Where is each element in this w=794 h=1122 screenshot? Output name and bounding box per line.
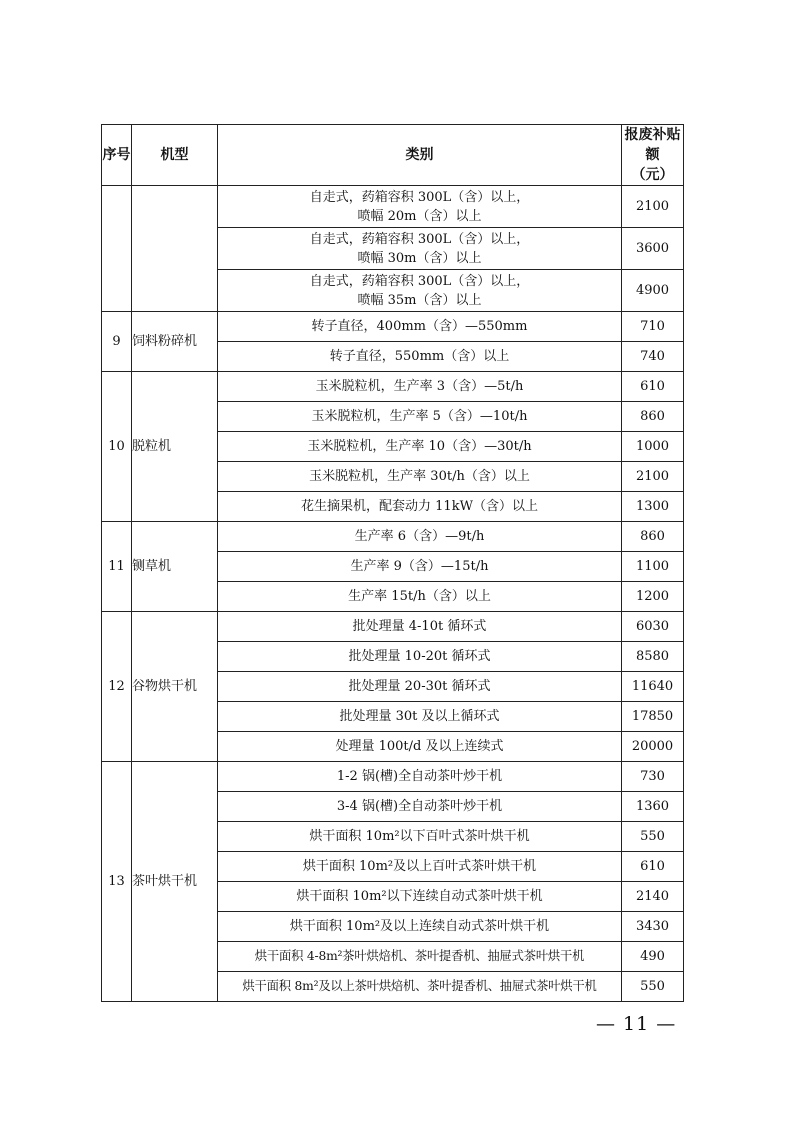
category-cell: 玉米脱粒机，生产率 30t/h（含）以上	[218, 462, 622, 492]
category-cell: 烘干面积 8m²及以上茶叶烘焙机、茶叶提香机、抽屉式茶叶烘干机	[218, 972, 622, 1002]
header-seq: 序号	[102, 125, 132, 186]
category-cell: 3-4 锅(槽)全自动茶叶炒干机	[218, 792, 622, 822]
amount-cell: 6030	[622, 612, 684, 642]
table-row	[102, 312, 684, 342]
amount-cell: 3600	[622, 228, 684, 270]
category-cell: 生产率 9（含）—15t/h	[218, 552, 622, 582]
seq-cell: 11	[102, 522, 132, 612]
category-cell: 批处理量 20-30t 循环式	[218, 672, 622, 702]
category-cell: 处理量 100t/d 及以上连续式	[218, 732, 622, 762]
category-cell: 烘干面积 10m²及以上百叶式茶叶烘干机	[218, 852, 622, 882]
amount-cell: 1300	[622, 492, 684, 522]
category-cell	[218, 186, 622, 228]
seq-cell-continued	[102, 186, 132, 312]
category-cell: 批处理量 4-10t 循环式	[218, 612, 622, 642]
category-cell: 烘干面积 10m²以下连续自动式茶叶烘干机	[218, 882, 622, 912]
amount-cell: 550	[622, 822, 684, 852]
amount-cell: 610	[622, 372, 684, 402]
page-number: — 11 —	[596, 1013, 677, 1035]
category-cell: 烘干面积 10m²及以上连续自动式茶叶烘干机	[218, 912, 622, 942]
seq-cell: 12	[102, 612, 132, 762]
amount-cell: 1100	[622, 552, 684, 582]
amount-cell: 610	[622, 852, 684, 882]
category-cell: 转子直径，400mm（含）—550mm	[218, 312, 622, 342]
category-cell: 生产率 6（含）—9t/h	[218, 522, 622, 552]
amount-cell: 4900	[622, 270, 684, 312]
type-cell: 茶叶烘干机	[132, 762, 218, 1002]
amount-cell: 860	[622, 402, 684, 432]
amount-cell: 550	[622, 972, 684, 1002]
amount-cell: 2100	[622, 186, 684, 228]
category-line: 喷幅 20m（含）以上	[357, 208, 482, 224]
seq-cell: 13	[102, 762, 132, 1002]
category-cell	[218, 270, 622, 312]
category-cell	[218, 228, 622, 270]
type-cell: 谷物烘干机	[132, 612, 218, 762]
amount-cell: 2100	[622, 462, 684, 492]
seq-cell: 10	[102, 372, 132, 522]
seq-cell: 9	[102, 312, 132, 372]
table-row	[102, 762, 684, 792]
amount-cell: 860	[622, 522, 684, 552]
category-cell: 花生摘果机，配套动力 11kW（含）以上	[218, 492, 622, 522]
amount-cell: 490	[622, 942, 684, 972]
type-cell-continued	[132, 186, 218, 312]
type-cell: 饲料粉碎机	[132, 312, 218, 372]
subsidy-table	[101, 124, 684, 1002]
category-cell: 玉米脱粒机，生产率 5（含）—10t/h	[218, 402, 622, 432]
amount-cell: 1000	[622, 432, 684, 462]
category-line: 自走式，药箱容积 300L（含）以上，	[309, 189, 530, 205]
category-line: 喷幅 35m（含）以上	[357, 292, 482, 308]
category-line: 喷幅 30m（含）以上	[357, 250, 482, 266]
amount-cell: 740	[622, 342, 684, 372]
category-cell: 批处理量 30t 及以上循环式	[218, 702, 622, 732]
amount-cell: 8580	[622, 642, 684, 672]
amount-cell: 17850	[622, 702, 684, 732]
header-amount-line1: 报废补贴额	[624, 127, 681, 163]
table-row	[102, 522, 684, 552]
type-cell: 脱粒机	[132, 372, 218, 522]
header-row	[102, 125, 684, 186]
category-cell: 批处理量 10-20t 循环式	[218, 642, 622, 672]
category-line: 自走式，药箱容积 300L（含）以上，	[309, 273, 530, 289]
table-row	[102, 372, 684, 402]
header-amount-line2: （元）	[631, 167, 674, 183]
header-category: 类别	[218, 125, 622, 186]
category-cell: 转子直径，550mm（含）以上	[218, 342, 622, 372]
amount-cell: 1360	[622, 792, 684, 822]
type-cell: 铡草机	[132, 522, 218, 612]
amount-cell: 11640	[622, 672, 684, 702]
amount-cell: 3430	[622, 912, 684, 942]
category-cell: 玉米脱粒机，生产率 10（含）—30t/h	[218, 432, 622, 462]
header-amount	[622, 125, 684, 186]
amount-cell: 1200	[622, 582, 684, 612]
amount-cell: 730	[622, 762, 684, 792]
amount-cell: 2140	[622, 882, 684, 912]
category-cell: 烘干面积 10m²以下百叶式茶叶烘干机	[218, 822, 622, 852]
category-cell: 1-2 锅(槽)全自动茶叶炒干机	[218, 762, 622, 792]
category-cell: 玉米脱粒机，生产率 3（含）—5t/h	[218, 372, 622, 402]
amount-cell: 20000	[622, 732, 684, 762]
amount-cell: 710	[622, 312, 684, 342]
category-cell: 生产率 15t/h（含）以上	[218, 582, 622, 612]
category-cell: 烘干面积 4-8m²茶叶烘焙机、茶叶提香机、抽屉式茶叶烘干机	[218, 942, 622, 972]
table-row	[102, 186, 684, 228]
table-row	[102, 612, 684, 642]
header-type: 机型	[132, 125, 218, 186]
category-line: 自走式，药箱容积 300L（含）以上，	[309, 231, 530, 247]
